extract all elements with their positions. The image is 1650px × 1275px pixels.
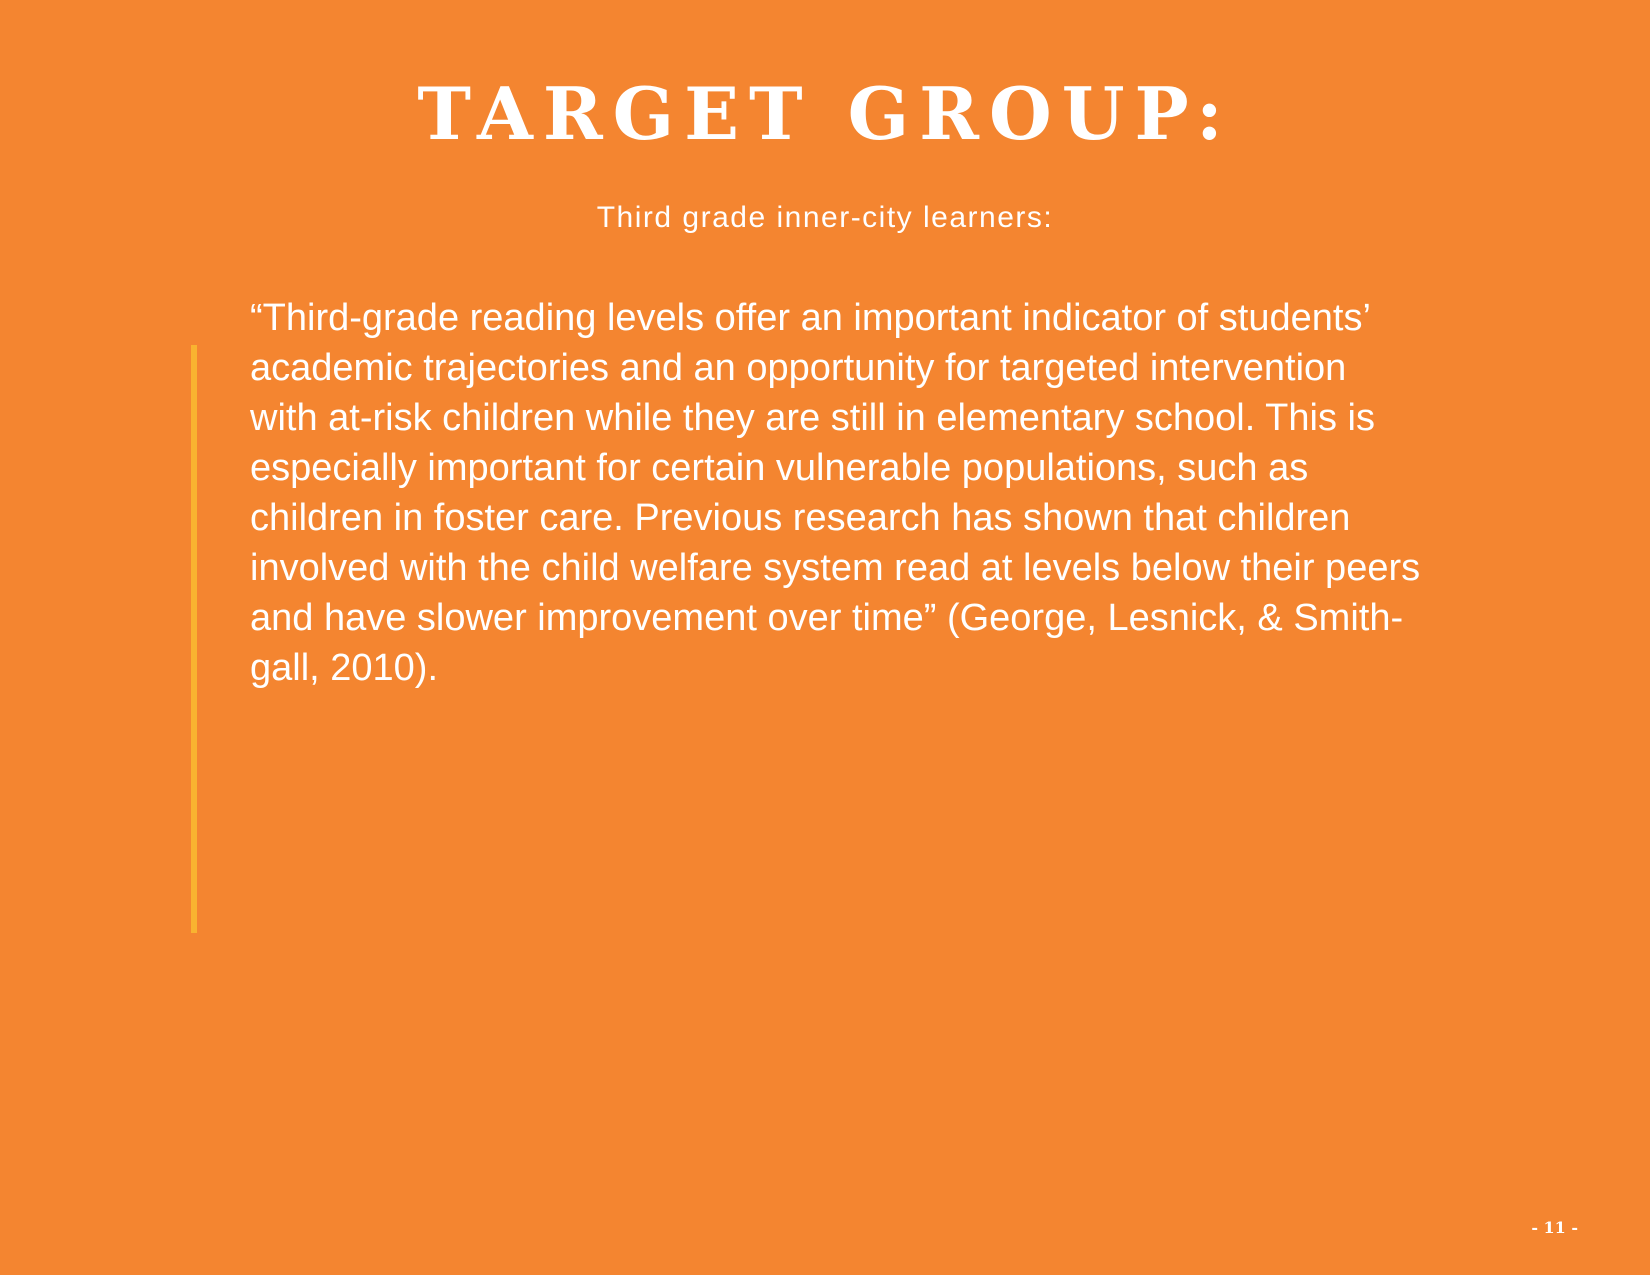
quote-accent-bar (191, 345, 197, 933)
block-quote: “Third-grade reading levels offer an important indicator of students’ academic trajectories and an opportunity for targeted intervention with at-risk children while they are still in elementary school. This is especially important for certain vulnerable populations, such as children in foster care. Previous research has shown that children involved with the child welfare system read at levels below their peers and have slower improvement over time” (George, Lesnick, & Smith- gall, 2010). (250, 297, 1421, 689)
page-subtitle: Third grade inner-city learners: (596, 201, 1054, 234)
page-title: TARGET GROUP: (417, 71, 1233, 156)
page-number: - 11 - (1531, 1218, 1578, 1237)
